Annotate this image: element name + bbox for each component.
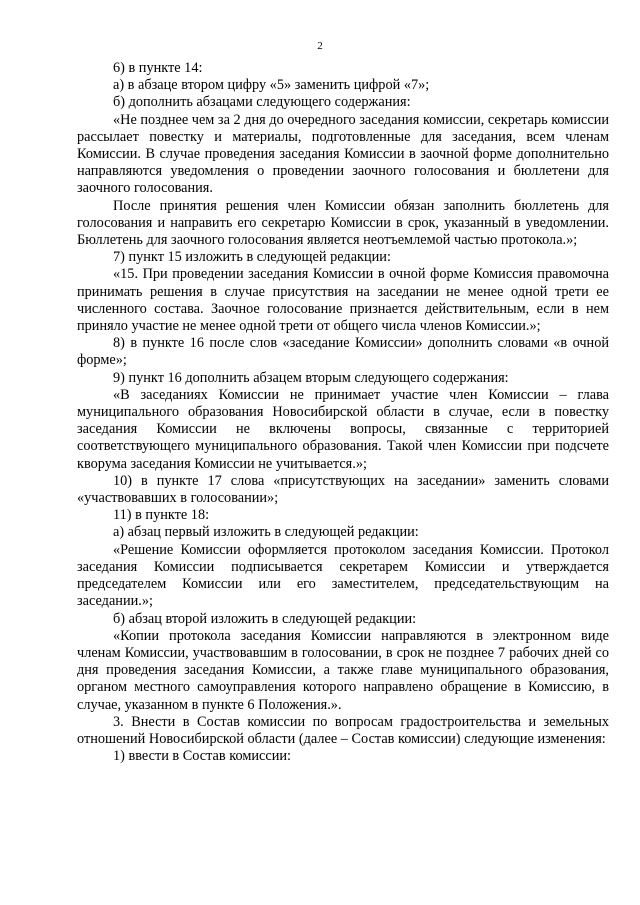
paragraph-quote-agenda: «Не позднее чем за 2 дня до очередного заседания комиссии, секретарь комиссии рассылает повестку и материалы, подготовленные для заседания, всем членам Комиссии. В случае проведения заседания Комиссии в заочной форме дополнительно направляются уведомления о проведении заочного голосования и бюллетени для заочного голосования. — [77, 111, 609, 197]
page-number: 2 — [317, 40, 323, 52]
paragraph-10-point-17: 10) в пункте 17 слова «присутствующих на заседании» заменить словами «участвовавших в голосовании»; — [77, 472, 609, 507]
paragraph-6a: а) в абзаце втором цифру «5» заменить цифрой «7»; — [113, 77, 430, 94]
paragraph-quote-quorum: «15. При проведении заседания Комиссии в очной форме Комиссия правомочна принимать решения в случае присутствия на заседании не менее одной трети ее численного состава. Заочное голосование признается действительным, если в нем приняло участие не менее одной трети от общего числа членов Комиссии.»; — [77, 266, 609, 335]
paragraph-quote-protocol-copies: «Копии протокола заседания Комиссии направляются в электронном виде членам Комиссии, участвовавшим в голосовании, в срок не позднее 7 рабочих дней со дня проведения заседания Комиссии, а также главе муниципального образования, органом местного самоуправления которого направлено обращение в Комиссию, в случае, указанном в пункте 6 Положения.». — [77, 627, 609, 713]
paragraph-11-point-18: 11) в пункте 18: — [113, 507, 210, 524]
document-body — [77, 60, 609, 765]
paragraph-11b: б) абзац второй изложить в следующей редакции: — [113, 610, 417, 627]
paragraph-6-point-14: 6) в пункте 14: — [113, 60, 203, 76]
paragraph-9-point-16: 9) пункт 16 дополнить абзацем вторым следующего содержания: — [113, 369, 509, 386]
paragraph-7-point-15: 7) пункт 15 изложить в следующей редакции: — [113, 249, 391, 266]
paragraph-quote-protocol: «Решение Комиссии оформляется протоколом заседания Комиссии. Протокол заседания Комиссии подписывается секретарем Комиссии и утверждается председателем Комиссии или его заместителем, председательствующим на заседании.»; — [77, 541, 609, 610]
paragraph-8-point-16: 8) в пункте 16 после слов «заседание Комиссии» дополнить словами «в очной форме»; — [77, 335, 609, 369]
paragraph-quote-ballot: После принятия решения член Комиссии обязан заполнить бюллетень для голосования и направить его секретарю Комиссии в срок, указанный в уведомлении. Бюллетень для заочного голосования является неотъемлемой частью протокола.»; — [77, 197, 609, 249]
paragraph-3-composition-changes: 3. Внести в Состав комиссии по вопросам градостроительства и земельных отношений Новосибирской области (далее – Состав комиссии) следующие изменения: — [77, 713, 609, 747]
paragraph-11a: а) абзац первый изложить в следующей редакции: — [113, 524, 419, 541]
paragraph-3-1-introduce: 1) ввести в Состав комиссии: — [113, 748, 291, 765]
paragraph-quote-municipal-head: «В заседаниях Комиссии не принимает участие член Комиссии – глава муниципального образования Новосибирской области в случае, если в повестку заседания Комиссии не включены вопросы, связанные с территорией соответствующего муниципального образования. Такой член Комиссии при подсчете кворума заседания Комиссии не учитывается.»; — [77, 386, 609, 472]
paragraph-6b: б) дополнить абзацами следующего содержания: — [113, 94, 411, 111]
